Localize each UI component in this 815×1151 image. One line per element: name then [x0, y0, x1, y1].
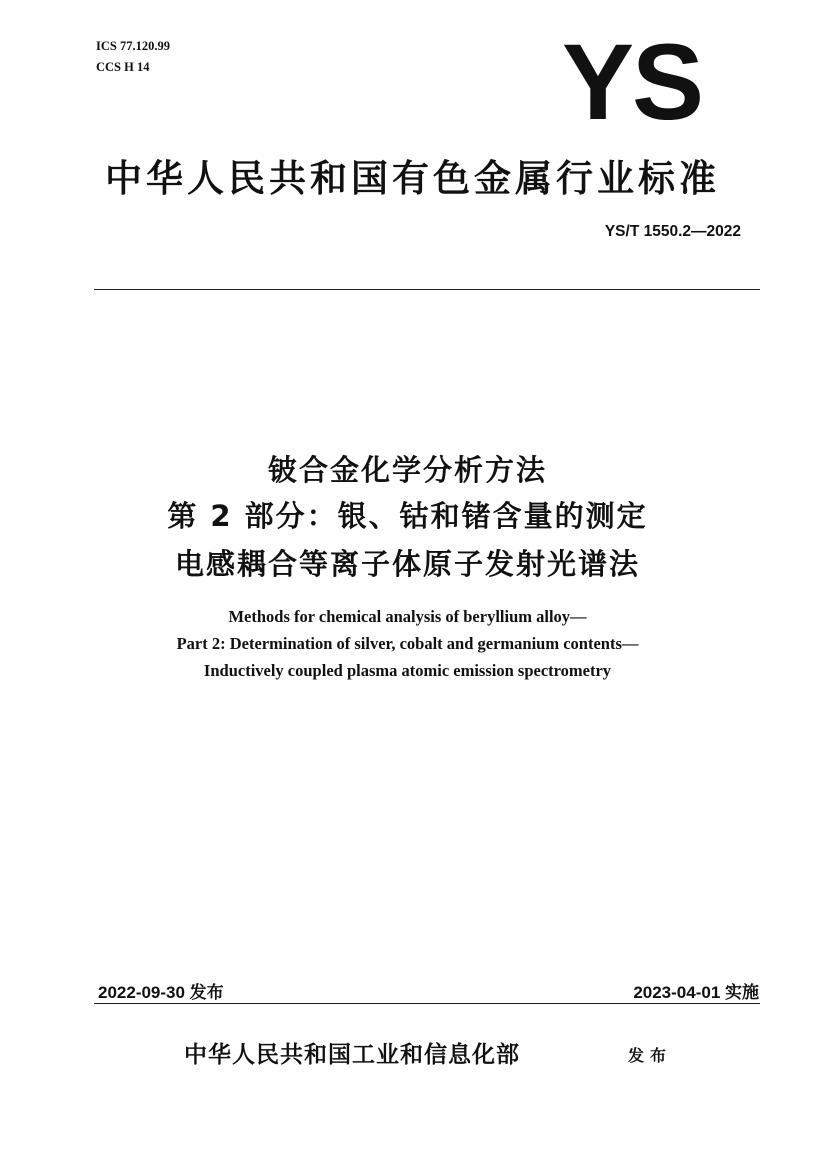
ccs-code: CCS H 14 [96, 60, 150, 74]
implement-date: 2023-04-01 实施 [633, 983, 759, 1002]
top-divider [94, 289, 760, 290]
issuing-authority: 中华人民共和国工业和信息化部 [184, 1041, 520, 1068]
en-title-line3: Inductively coupled plasma atomic emission spectrometry [203, 661, 612, 680]
en-title-line1: Methods for chemical analysis of beryllium alloy— [228, 607, 587, 626]
en-title-line2: Part 2: Determination of silver, cobalt and germanium contents— [176, 634, 639, 653]
org-title: 中华人民共和国有色金属行业标准 [105, 157, 720, 200]
classification-codes [96, 36, 170, 78]
issue-label: 发布 [628, 1046, 673, 1065]
cn-title-line2: 第 2 部分：银、钴和锗含量的测定 [167, 499, 648, 533]
publish-date: 2022-09-30 发布 [98, 983, 224, 1002]
cn-title-line1: 铍合金化学分析方法 [267, 453, 547, 487]
ics-code: ICS 77.120.99 [96, 39, 170, 53]
bottom-divider [94, 1003, 760, 1004]
ys-logo: YS [562, 21, 703, 142]
standard-number: YS/T 1550.2—2022 [604, 223, 741, 240]
cn-title-line3: 电感耦合等离子体原子发射光谱法 [174, 547, 640, 581]
